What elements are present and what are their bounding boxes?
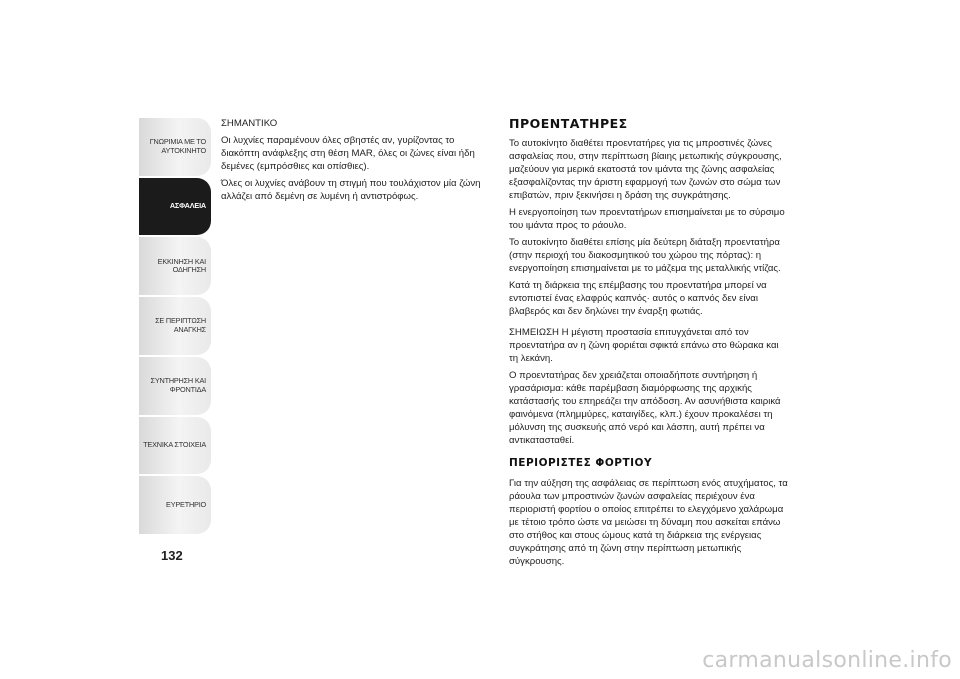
section-title-load-limiters: ΠΕΡΙΟΡΙΣΤΕΣ ΦΟΡΤΙΟΥ (509, 457, 653, 469)
tab-getting-to-know[interactable] (139, 118, 211, 176)
tab-emergency[interactable] (139, 297, 211, 355)
tab-technical-data[interactable] (139, 417, 211, 475)
paragraph: Το αυτοκίνητο διαθέτει προεντατήρες για τις μπροστινές ζώνες ασφαλείας που, στην περίπτωση βίαιης μετωπικής σύγκρουσης, μαζεύουν για μερικά εκατοστά τον ιμάντα της ζώνης ασφαλείας εξασφαλίζοντας την άριστη εφαρμογή των ζωνών στο σώμα των επιβατών, πριν ξεκινήσει η δράση της συγκράτησης. (509, 138, 782, 201)
tab-starting-driving[interactable] (139, 237, 211, 295)
paragraph: Το αυτοκίνητο διαθέτει επίσης μία δεύτερη διάταξη προεντατήρα (στην περιοχή του διακοσμητικού του χώρου της πόρτας): η ενεργοποίηση επισημαίνεται με το μάζεμα της μεταλλικής ντίζας. (509, 237, 781, 274)
tab-label: ΕΥΡΕΤΗΡΙΟ (166, 499, 206, 509)
tab-maintenance[interactable] (139, 357, 211, 415)
paragraph: Η ενεργοποίηση των προεντατήρων επισημαίνεται με το σύρσιμο του ιμάντα προς το ράουλο. (509, 207, 785, 231)
paragraph: Για την αύξηση της ασφάλειας σε περίπτωση ενός ατυχήματος, τα ράουλα των μπροστινών ζωνών ασφαλείας περιέχουν ένα περιοριστή φορτίου ο οποίος επιτρέπει το ελεγχόμενο χαλάρωμα με τέτοιο τρόπο ώστε να μειώσει τη δύναμη που ασκείται επάνω στο στήθος και στους ώμους κατά τη διάρκεια της ενέργειας συγκράτησης από τη ζώνη στην περίπτωση μετωπικής σύγκρουσης. (509, 478, 788, 567)
left-column (221, 117, 486, 207)
paragraph: Οι λυχνίες παραμένουν όλες σβηστές αν, γυρίζοντας το διακόπτη ανάφλεξης στη θέση MAR, όλες οι ζώνες είναι ήδη δεμένες (εμπρόσθιες και οπίσθιες). (221, 135, 475, 172)
tab-safety[interactable] (139, 178, 211, 236)
section-title-pretensioners: ΠΡΟΕΝΤΑΤΗΡΕΣ (509, 116, 628, 131)
note-paragraph: ΣΗΜΕΙΩΣΗ Η μέγιστη προστασία επιτυγχάνεται από τον προεντατήρα αν η ζώνη φοριέται σφικτά επάνω στο θώρακα και τη λεκάνη. (509, 327, 779, 364)
tab-label: ΕΚΚΙΝΗΣΗ ΚΑΙ ΟΔΗΓΗΣΗ (157, 256, 206, 275)
tab-label: ΣΥΝΤΗΡΗΣΗ ΚΑΙ ΦΡΟΝΤΙΔΑ (150, 375, 206, 394)
paragraph: Ο προεντατήρας δεν χρειάζεται οποιαδήποτε συντήρηση ή γρασάρισμα: κάθε παρέμβαση διαμόρφωσης της αρχικής κατάστασής του επηρεάζει την απόδοση. Αν ασυνήθιστα καιρικά φαινόμενα (πλημμύρες, καταιγίδες, κλπ.) έχουν προκαλέσει τη μόλυνση της συσκευής από νερό και λάσπη, αυτή πρέπει να αντικατασταθεί. (509, 370, 781, 446)
tab-index[interactable] (139, 476, 211, 534)
tab-label: ΣΕ ΠΕΡΙΠΤΩΣΗ ΑΝΑΓΚΗΣ (155, 316, 206, 335)
tab-label: ΓΝΩΡΙΜΙΑ ΜΕ ΤΟ ΑΥΤΟΚΙΝΗΤΟ (149, 137, 206, 155)
page-number: 132 (161, 548, 183, 563)
tab-label: ΤΕΧΝΙΚΑ ΣΤΟΙΧΕΙΑ (143, 440, 206, 450)
tab-label: ΑΣΦΑΛΕΙΑ (169, 201, 206, 211)
paragraph: Όλες οι λυχνίες ανάβουν τη στιγμή που τουλάχιστον μία ζώνη αλλάζει από δεμένη σε λυμένη ή αντιστρόφως. (221, 178, 481, 202)
important-heading: ΣΗΜΑΝΤΙΚΟ (221, 118, 278, 129)
right-column (509, 117, 789, 572)
paragraph: Κατά τη διάρκεια της επέμβασης του προεντατήρα μπορεί να εντοπιστεί ένας ελαφρύς καπνός· αυτός ο καπνός δεν είναι βλαβερός και δεν δηλώνει την έναρξη φωτιάς. (509, 280, 767, 317)
chapter-sidebar (139, 118, 211, 536)
watermark: carmanualsonline.info (702, 648, 952, 673)
